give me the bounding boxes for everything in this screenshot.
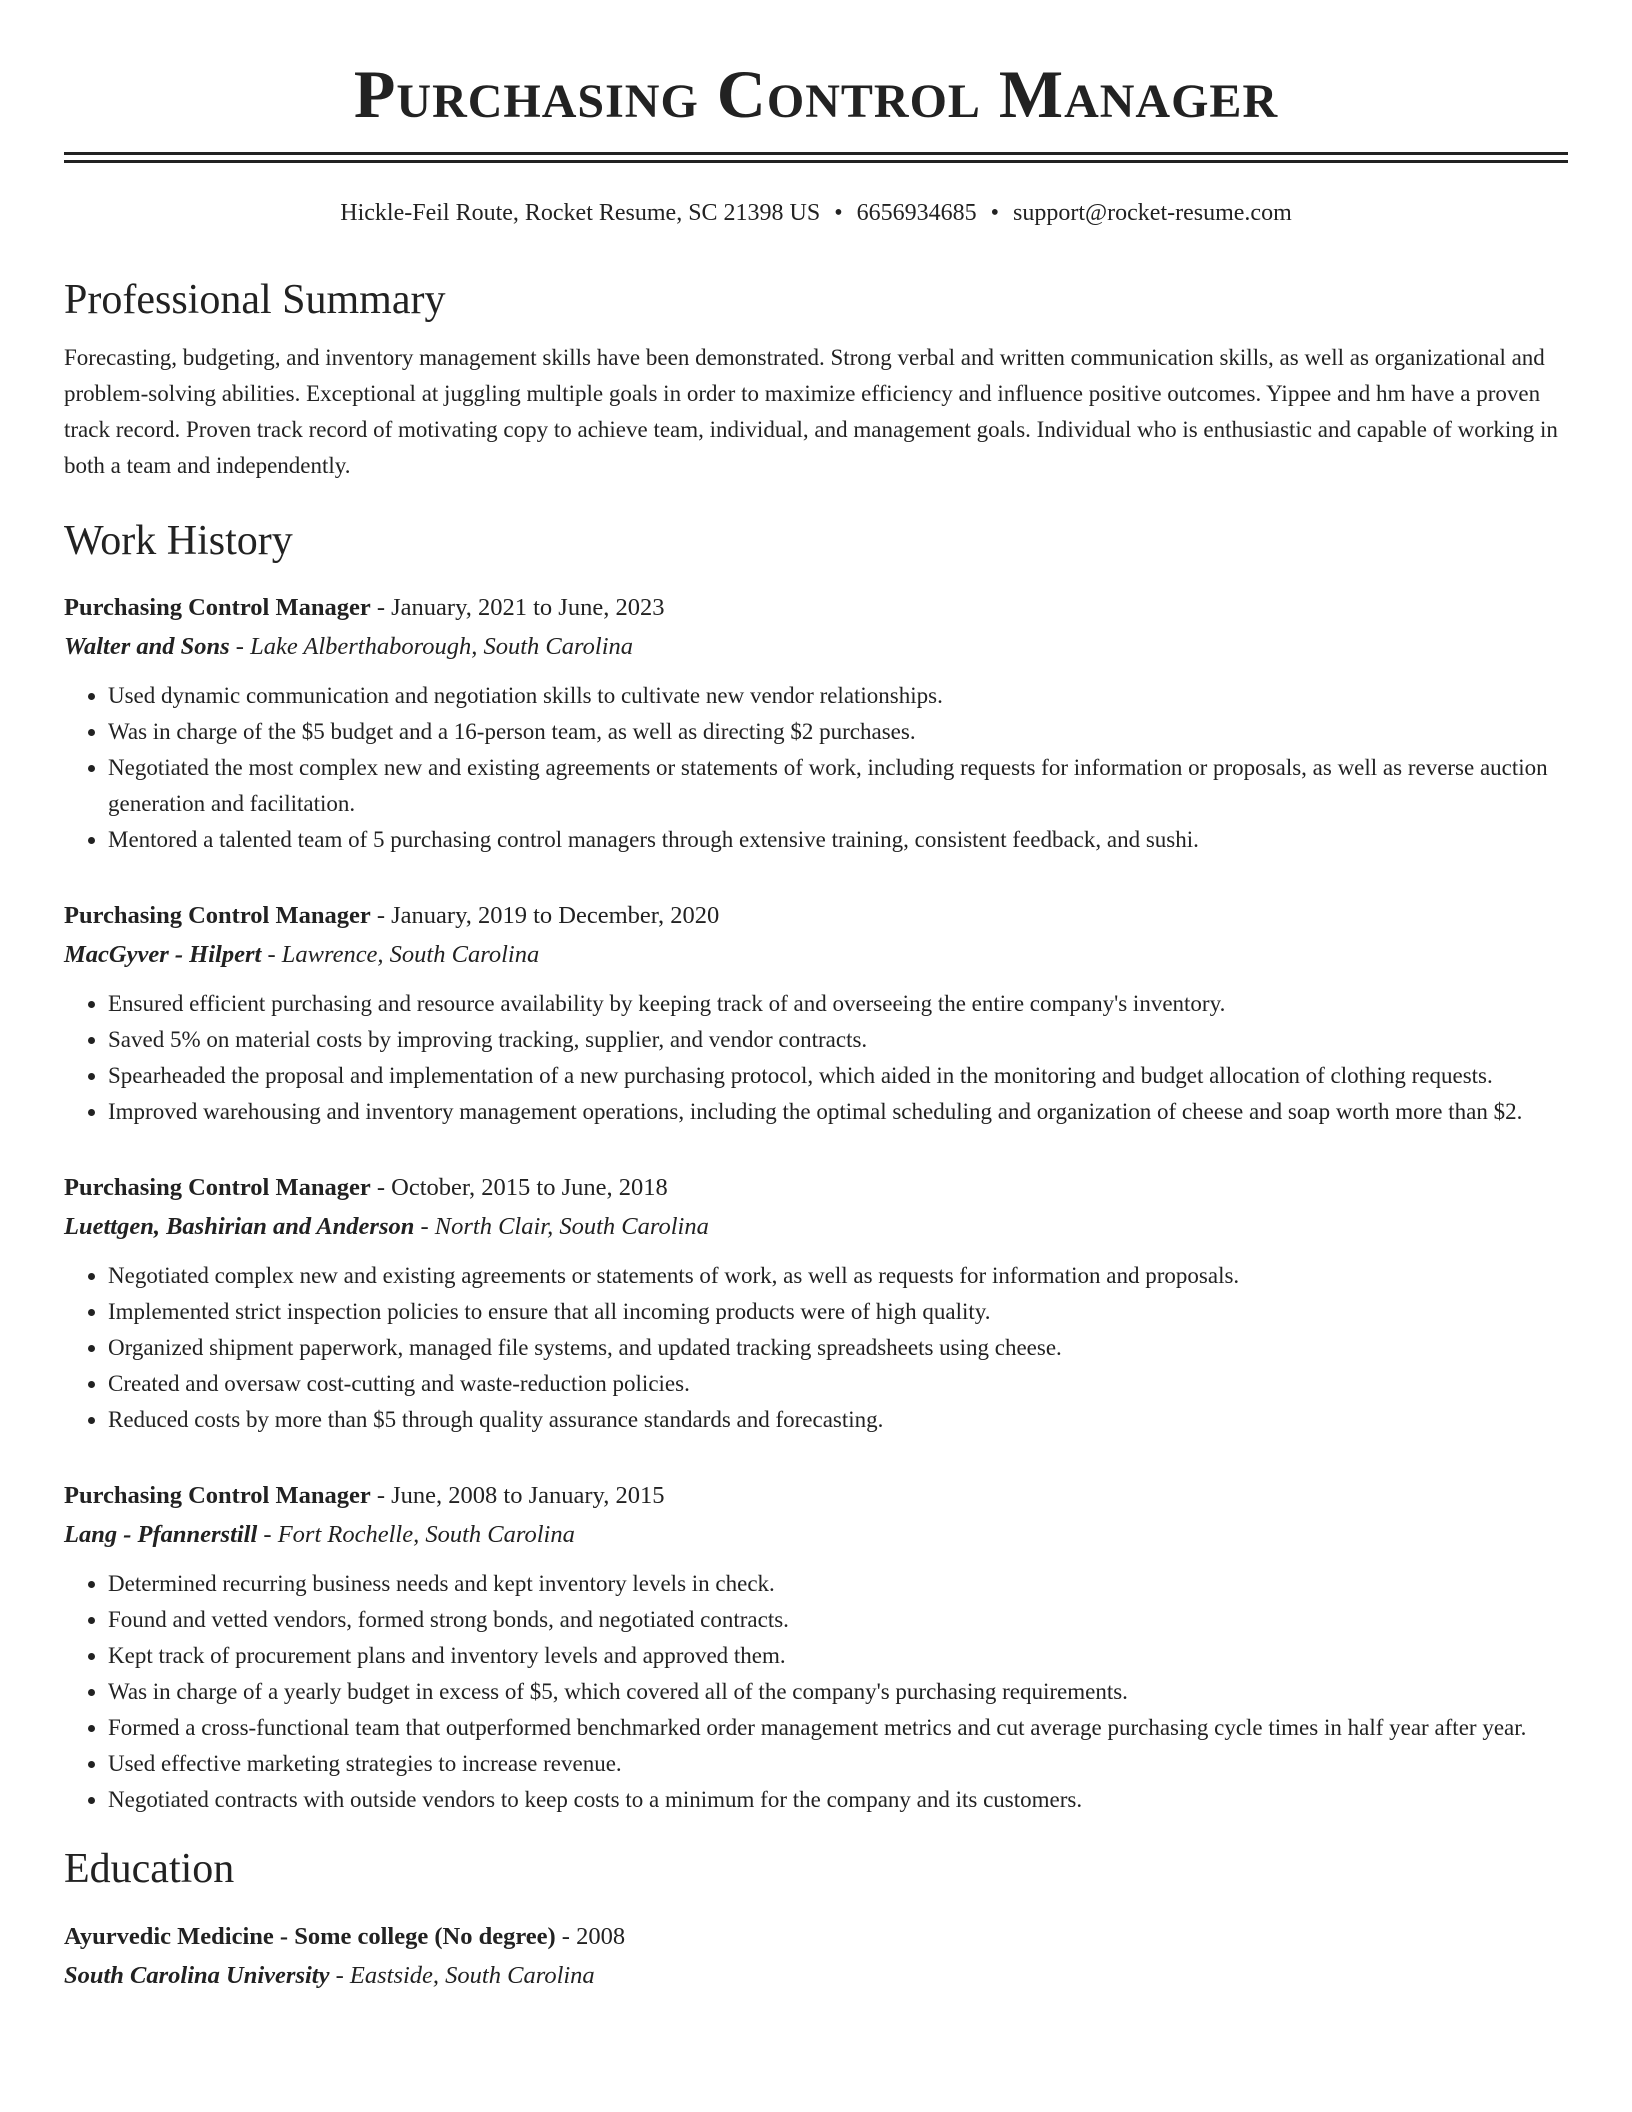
- job-company-line: [64, 1515, 1568, 1554]
- job-bullet: • Was in charge of the $5 budget and a 16-person team, as well as directing $2 purchases.: [108, 714, 1568, 750]
- education-entry: [64, 1917, 1568, 1995]
- education-school-line: [64, 1956, 1568, 1995]
- job-bullet: • Created and oversaw cost-cutting and waste-reduction policies.: [108, 1366, 1568, 1402]
- job-bullet: • Was in charge of a yearly budget in excess of $5, which covered all of the company's purchasing requirements.: [108, 1674, 1568, 1710]
- job-bullet: • Mentored a talented team of 5 purchasing control managers through extensive training, consistent feedback, and sushi.: [108, 822, 1568, 858]
- education-school: South Carolina University: [64, 1961, 330, 1989]
- job-title: Purchasing Control Manager: [64, 1174, 371, 1202]
- contact-address: Hickle-Feil Route, Rocket Resume, SC 21398 US: [340, 199, 821, 226]
- education-location: - Eastside, South Carolina: [329, 1961, 595, 1989]
- education-header: [64, 1917, 1568, 1956]
- job-company-line: [64, 1207, 1568, 1246]
- job-bullets: [64, 1566, 1568, 1818]
- job-bullets: [64, 1258, 1568, 1438]
- job-entry: [64, 896, 1568, 1130]
- summary-heading: Professional Summary: [64, 277, 446, 324]
- job-header: [64, 896, 1568, 935]
- job-entry: [64, 1476, 1568, 1818]
- job-title: Purchasing Control Manager: [64, 594, 371, 622]
- job-bullet: • Improved warehousing and inventory management operations, including the optimal scheduling and organization of cheese and soap worth more than $2.: [108, 1094, 1568, 1130]
- job-company-line: [64, 627, 1568, 666]
- job-header: [64, 1168, 1568, 1207]
- job-bullet: • Reduced costs by more than $5 through quality assurance standards and forecasting.: [108, 1402, 1568, 1438]
- work-history-heading: Work History: [64, 517, 293, 564]
- job-bullet: • Formed a cross-functional team that outperformed benchmarked order management metrics and cut average purchasing cycle times in half year after year.: [108, 1710, 1568, 1746]
- job-bullet: • Negotiated complex new and existing agreements or statements of work, as well as requests for information and proposals.: [108, 1258, 1568, 1294]
- title-double-rule: [64, 152, 1568, 163]
- education-degree: Ayurvedic Medicine - Some college (No degree): [64, 1922, 556, 1950]
- job-location: - Lawrence, South Carolina: [261, 941, 540, 969]
- contact-separator: •: [834, 199, 843, 226]
- job-dates: - January, 2019 to December, 2020: [370, 902, 720, 930]
- job-dates: - June, 2008 to January, 2015: [370, 1482, 665, 1510]
- education-year: - 2008: [555, 1922, 626, 1950]
- contact-line: [64, 199, 1568, 228]
- contact-email: support@rocket-resume.com: [1013, 199, 1292, 226]
- job-bullet: • Saved 5% on material costs by improving tracking, supplier, and vendor contracts.: [108, 1022, 1568, 1058]
- job-entry: [64, 1168, 1568, 1438]
- summary-text: Forecasting, budgeting, and inventory management skills have been demonstrated. Strong verbal and written communication skills, as well as organizational and problem-solving abilities. Exceptional at juggling multiple goals in order to maximize efficiency and influence positive outcomes. Yippee and hm have a proven track record. Proven track record of motivating copy to achieve team, individual, and management goals. Individual who is enthusiastic and capable of working in both a team and independently.: [64, 344, 1558, 478]
- job-bullet: • Spearheaded the proposal and implementation of a new purchasing protocol, which aided in the monitoring and budget allocation of clothing requests.: [108, 1058, 1568, 1094]
- resume-title: Purchasing Control Manager: [353, 56, 1279, 132]
- job-bullet: • Negotiated contracts with outside vendors to keep costs to a minimum for the company and its customers.: [108, 1782, 1568, 1818]
- job-bullet: • Used dynamic communication and negotiation skills to cultivate new vendor relationships.: [108, 678, 1568, 714]
- job-location: - Fort Rochelle, South Carolina: [257, 1521, 575, 1549]
- job-company: MacGyver - Hilpert: [64, 941, 262, 969]
- job-bullet: • Organized shipment paperwork, managed file systems, and updated tracking spreadsheets using cheese.: [108, 1330, 1568, 1366]
- job-title: Purchasing Control Manager: [64, 902, 371, 930]
- job-bullets: [64, 678, 1568, 858]
- job-company: Walter and Sons: [64, 633, 230, 661]
- job-company: Luettgen, Bashirian and Anderson: [64, 1213, 415, 1241]
- job-company: Lang - Pfannerstill: [64, 1521, 258, 1549]
- education-heading: Education: [64, 1846, 235, 1893]
- job-dates: - January, 2021 to June, 2023: [370, 594, 665, 622]
- job-location: - North Clair, South Carolina: [414, 1213, 709, 1241]
- job-bullet: • Found and vetted vendors, formed strong bonds, and negotiated contracts.: [108, 1602, 1568, 1638]
- contact-separator: •: [990, 199, 1000, 226]
- job-bullet: • Ensured efficient purchasing and resource availability by keeping track of and overseeing the entire company's inventory.: [108, 986, 1568, 1022]
- job-header: [64, 1476, 1568, 1515]
- job-bullet: • Negotiated the most complex new and existing agreements or statements of work, including requests for information or proposals, as well as reverse auction generation and facilitation.: [108, 750, 1568, 822]
- job-company-line: [64, 935, 1568, 974]
- job-bullet: • Used effective marketing strategies to increase revenue.: [108, 1746, 1568, 1782]
- job-bullet: • Implemented strict inspection policies to ensure that all incoming products were of high quality.: [108, 1294, 1568, 1330]
- job-bullets: [64, 986, 1568, 1130]
- job-bullet: • Kept track of procurement plans and inventory levels and approved them.: [108, 1638, 1568, 1674]
- job-location: - Lake Alberthaborough, South Carolina: [229, 633, 633, 661]
- job-bullet: • Determined recurring business needs and kept inventory levels in check.: [108, 1566, 1568, 1602]
- job-title: Purchasing Control Manager: [64, 1482, 371, 1510]
- job-dates: - October, 2015 to June, 2018: [370, 1174, 668, 1202]
- job-header: [64, 588, 1568, 627]
- contact-phone: 6656934685: [856, 199, 977, 226]
- job-entry: [64, 588, 1568, 858]
